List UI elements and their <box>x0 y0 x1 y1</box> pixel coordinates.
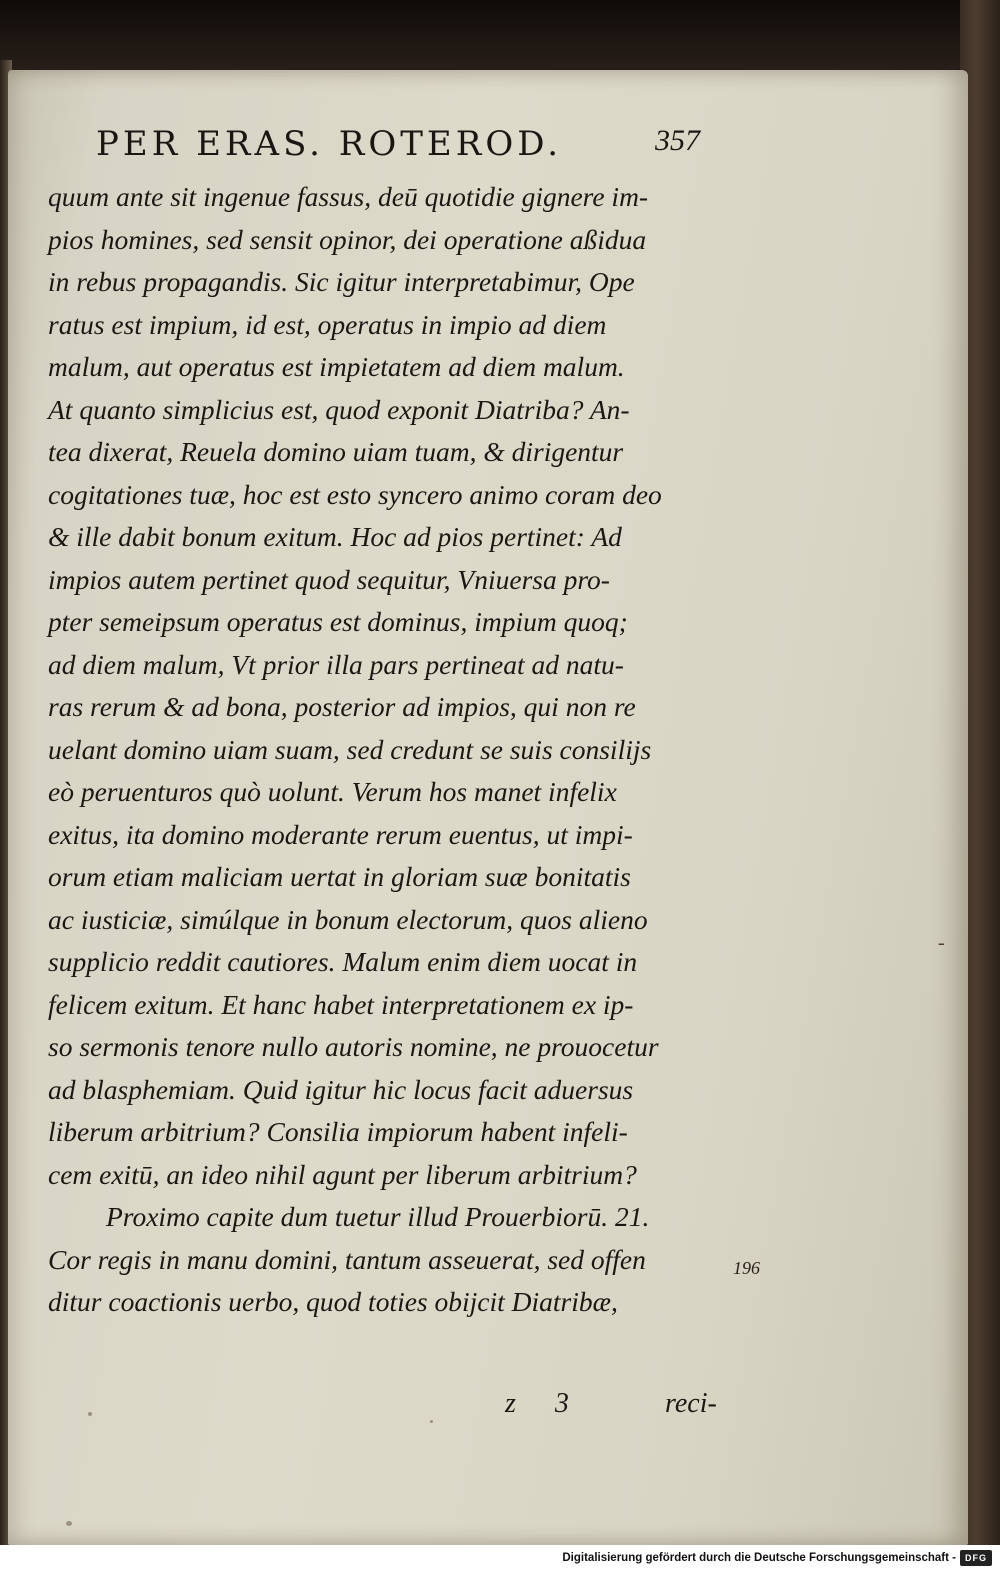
text-line: impios autem pertinet quod sequitur, Vniuersa pro- <box>48 563 610 595</box>
text-line: cogitationes tuæ, hoc est esto syncero animo coram deo <box>48 478 662 510</box>
paper-speck <box>66 1521 72 1526</box>
text-line: liberum arbitrium? Consilia impiorum habent infeli- <box>48 1116 628 1147</box>
body-text <box>48 176 738 1324</box>
text-line: eò peruenturos quò uolunt. Verum hos manet infelix <box>48 776 617 807</box>
text-line: exitus, ita domino moderante rerum euentus, ut impi- <box>48 818 633 850</box>
text-line: ac iusticiæ, simúlque in bonum electorum, quos alieno <box>48 903 648 935</box>
text-line: ad blasphemiam. Quid igitur hic locus facit aduersus <box>48 1073 634 1105</box>
footer-bar <box>0 1545 1000 1583</box>
text-line: tea dixerat, Reuela domino uiam tuam, & dirigentur <box>48 436 624 467</box>
text-line: cem exitū, an ideo nihil agunt per liberum arbitrium? <box>48 1158 637 1190</box>
text-line: quum ante sit ingenue fassus, deū quotidie gignere im- <box>48 181 649 212</box>
text-line: Proximo capite dum tuetur illud Prouerbiorū. 21. <box>106 1201 650 1232</box>
text-line: uelant domino uiam suam, sed credunt se suis consilijs <box>48 733 652 765</box>
signature-mark: z 3 <box>505 1388 585 1419</box>
margin-note: 196 <box>733 1258 760 1278</box>
footer-credit: Digitalisierung gefördert durch die Deutsche Forschungsgemeinschaft - <box>562 1552 956 1564</box>
text-line: pios homines, sed sensit opinor, dei operatione aßidua <box>48 223 647 255</box>
dfg-logo: DFG <box>960 1550 992 1566</box>
text-line: & ille dabit bonum exitum. Hoc ad pios pertinet: Ad <box>48 521 622 552</box>
text-line: orum etiam maliciam uertat in gloriam suæ bonitatis <box>48 861 631 892</box>
text-line: ras rerum & ad bona, posterior ad impios, qui non re <box>48 691 636 722</box>
margin-mark: - <box>938 932 945 954</box>
text-line: felicem exitum. Et hanc habet interpretationem ex ip- <box>48 988 634 1020</box>
paper-speck <box>430 1420 433 1423</box>
paper-speck <box>88 1412 92 1416</box>
text-line: At quanto simplicius est, quod exponit Diatriba? An- <box>48 393 630 425</box>
text-line: ad diem malum, Vt prior illa pars pertineat ad natu- <box>48 648 624 680</box>
scan-background-top <box>0 0 1000 80</box>
text-line: Cor regis in manu domini, tantum asseuerat, sed offen <box>48 1243 646 1275</box>
running-head: PER ERAS. ROTEROD. <box>96 124 563 164</box>
text-line: malum, aut operatus est impietatem ad diem malum. <box>48 351 625 382</box>
text-line: ditur coactionis uerbo, quod toties obijcit Diatribæ, <box>48 1286 618 1317</box>
text-line: ratus est impium, id est, operatus in impio ad diem <box>48 308 607 340</box>
text-line: pter semeipsum operatus est dominus, impium quoq; <box>48 606 628 637</box>
catchword: reci- <box>665 1388 717 1419</box>
text-line: in rebus propagandis. Sic igitur interpretabimur, Ope <box>48 266 635 297</box>
page-number: 357 <box>655 124 700 157</box>
text-line: so sermonis tenore nullo autoris nomine, ne prouocetur <box>48 1031 659 1062</box>
text-line: supplicio reddit cautiores. Malum enim diem uocat in <box>48 946 638 977</box>
